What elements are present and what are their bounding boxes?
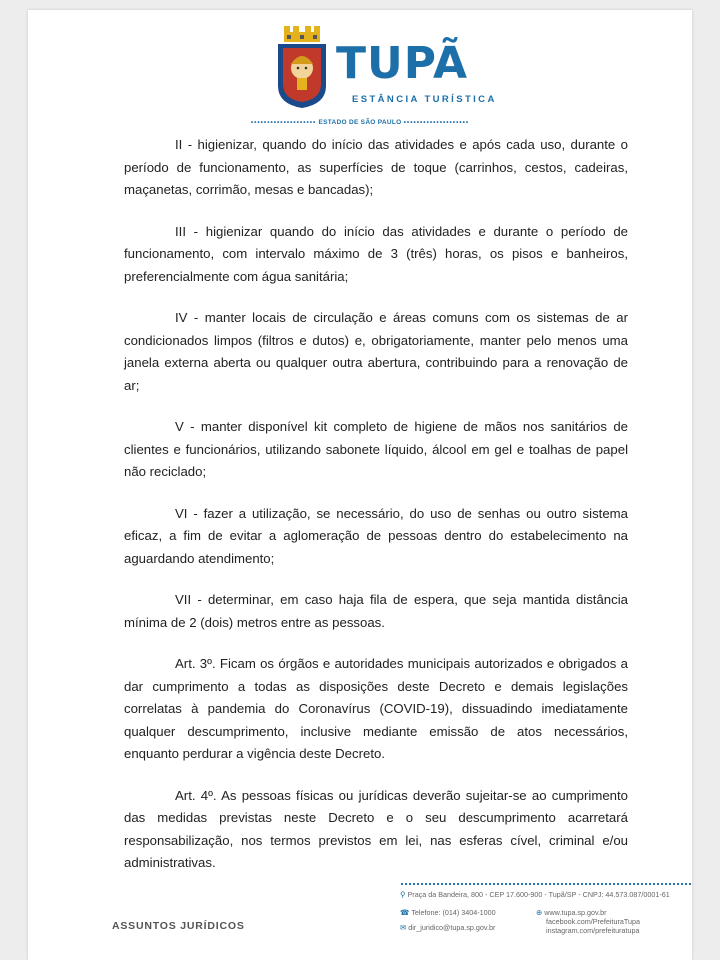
website-text: www.tupa.sp.gov.br [544, 908, 607, 917]
paragraph-art-3: Art. 3º. Ficam os órgãos e autoridades municipais autorizados e obrigados a dar cumprimento a todas as disposições deste Decreto e demais legislações correlatas à pandemia do Coronavírus (COVID-19), dissuadindo imediatamente qualquer descumprimento, inclusive mediante emissão de atos necessários, enquanto perdurar a vigência deste Decreto. [124, 656, 628, 761]
address-text: Praça da Bandeira, 800 - CEP 17.600-900 - Tupã/SP - CNPJ: 44.573.087/0001-61 [407, 890, 670, 899]
footer-email [400, 923, 495, 932]
document-body [124, 134, 628, 894]
brand-subtitle: ESTÂNCIA TURÍSTICA [352, 94, 497, 105]
state-dots-right: •••••••••••••••••••• [403, 119, 470, 126]
paragraph-item-iv: IV - manter locais de circulação e áreas comuns com os sistemas de ar condicionados limpos (filtros e dutos) e, obrigatoriamente, manter pelo menos uma janela externa aberta ou qualquer outra abertura, contribuindo para a renovação de ar; [124, 310, 628, 393]
state-name: ESTADO DE SÃO PAULO [318, 119, 402, 126]
email-icon: ✉ [400, 923, 407, 932]
phone-icon: ☎ [400, 908, 410, 917]
department-name: ASSUNTOS JURÍDICOS [112, 920, 245, 932]
paragraph-item-iii: III - higienizar quando do início das atividades e durante o período de funcionamento, com intervalo máximo de 3 (três) horas, os pisos e banheiros, preferencialmente com água sanitária; [124, 223, 628, 284]
brand-title: TUPÃ [336, 38, 469, 89]
paragraph-art-4: Art. 4º. As pessoas físicas ou jurídicas deverão sujeitar-se ao cumprimento das medidas previstas neste Decreto e o seu descumprimento acarretará responsabilização, nos termos previstos em lei, nas esferas cível, criminal e/ou administrativas. [124, 787, 628, 870]
paragraph-item-vii: VII - determinar, em caso haja fila de espera, que seja mantida distância mínima de 2 (dois) metros entre as pessoas. [124, 592, 628, 630]
map-pin-icon: ⚲ [400, 890, 406, 899]
letterhead [28, 24, 692, 124]
paragraph-item-ii: II - higienizar, quando do início das atividades e após cada uso, durante o período de funcionamento, as superfícies de toque (carrinhos, cestos, cadeiras, maçanetas, corrimão, mesas e bancadas); [124, 137, 628, 197]
footer-website [536, 908, 606, 917]
email-text: dir_juridico@tupa.sp.gov.br [408, 923, 496, 932]
state-dots-left: •••••••••••••••••••• [250, 119, 317, 126]
footer-instagram: instagram.com/prefeituratupa [546, 926, 640, 935]
footer-address [400, 890, 670, 899]
footer [28, 880, 692, 960]
footer-phone [400, 908, 496, 917]
paragraph-item-v: V - manter disponível kit completo de higiene de mãos nos sanitários de clientes e funcionários, utilizando sabonete líquido, álcool em gel e toalhas de papel não reciclado; [124, 419, 628, 479]
footer-dotted-rule [400, 882, 692, 886]
city-crest-icon [276, 26, 328, 108]
phone-text: Telefone: (014) 3404-1000 [411, 908, 496, 917]
globe-icon: ⊕ [536, 908, 543, 917]
paragraph-item-vi: VI - fazer a utilização, se necessário, do uso de senhas ou outro sistema eficaz, a fim de evitar a aglomeração de pessoas dentro do estabelecimento na aguardando atendimento; [124, 505, 628, 566]
footer-facebook: facebook.com/PrefeituraTupa [546, 917, 641, 926]
state-line [28, 119, 692, 126]
document-page [28, 10, 692, 960]
